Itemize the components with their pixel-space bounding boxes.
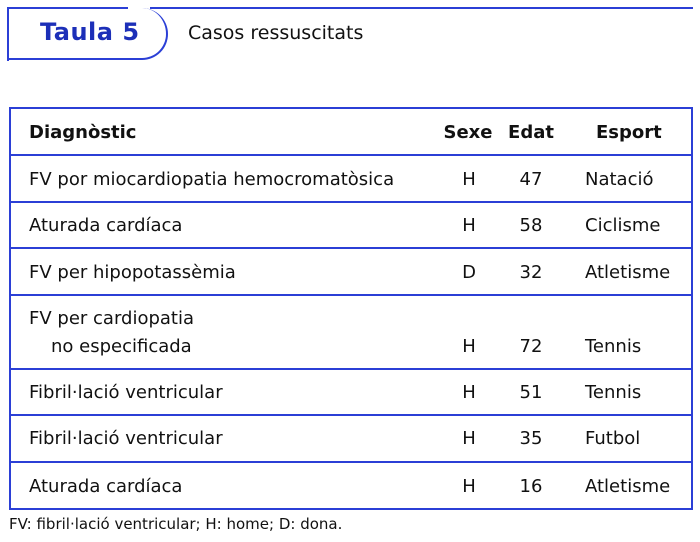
cell-diagnostic: FV por miocardiopatia hemocromatòsica [29,169,395,190]
cell-sport: Atletisme [585,476,671,497]
table-row [11,296,691,370]
cell-sex: H [462,428,476,449]
cell-age: 32 [519,262,543,283]
cell-sport: Ciclisme [585,215,661,236]
cell-age: 35 [519,428,543,449]
cell-age: 47 [519,169,543,190]
cell-sport: Natació [585,169,654,190]
cell-sex: H [462,382,476,403]
header-rule [150,7,693,9]
column-header-sex: Sexe [443,122,493,143]
column-header-age: Edat [508,122,554,143]
table-header [0,0,700,62]
cell-sex: H [462,169,476,190]
table-header-row [11,109,691,156]
table-footnote: FV: fibril·lació ventricular; H: home; D: dona. [9,515,343,533]
cell-age: 51 [519,382,543,403]
cell-diagnostic: Fibril·lació ventricular [29,382,223,403]
cell-diagnostic: Aturada cardíaca [29,476,183,497]
table-number-label: Taula 5 [40,18,140,46]
table-row [11,203,691,249]
cell-sport: Atletisme [585,262,671,283]
table-row [11,370,691,416]
cell-sex: H [462,215,476,236]
cell-sex: H [462,476,476,497]
cell-diagnostic-line1: FV per cardiopatia [29,308,195,329]
cell-diagnostic: FV per hipopotassèmia [29,262,236,283]
cell-age: 58 [519,215,543,236]
cell-sex: D [462,262,476,283]
cell-diagnostic: Fibril·lació ventricular [29,428,223,449]
table-row [11,463,691,508]
table-row [11,249,691,296]
table-row [11,156,691,203]
cell-sport: Tennis [585,382,642,403]
cell-diagnostic: Aturada cardíaca [29,215,183,236]
cell-age: 16 [519,476,543,497]
column-header-sport: Esport [596,122,662,143]
column-header-diagnostic: Diagnòstic [29,122,137,143]
table-row [11,416,691,463]
cell-diagnostic-line2: no especificada [51,336,192,357]
cell-sport: Tennis [585,336,642,357]
cell-sex: H [462,336,476,357]
cell-sport: Futbol [585,428,641,449]
cell-age: 72 [519,336,543,357]
table-caption: Casos ressuscitats [188,22,364,44]
cases-table [9,107,693,510]
